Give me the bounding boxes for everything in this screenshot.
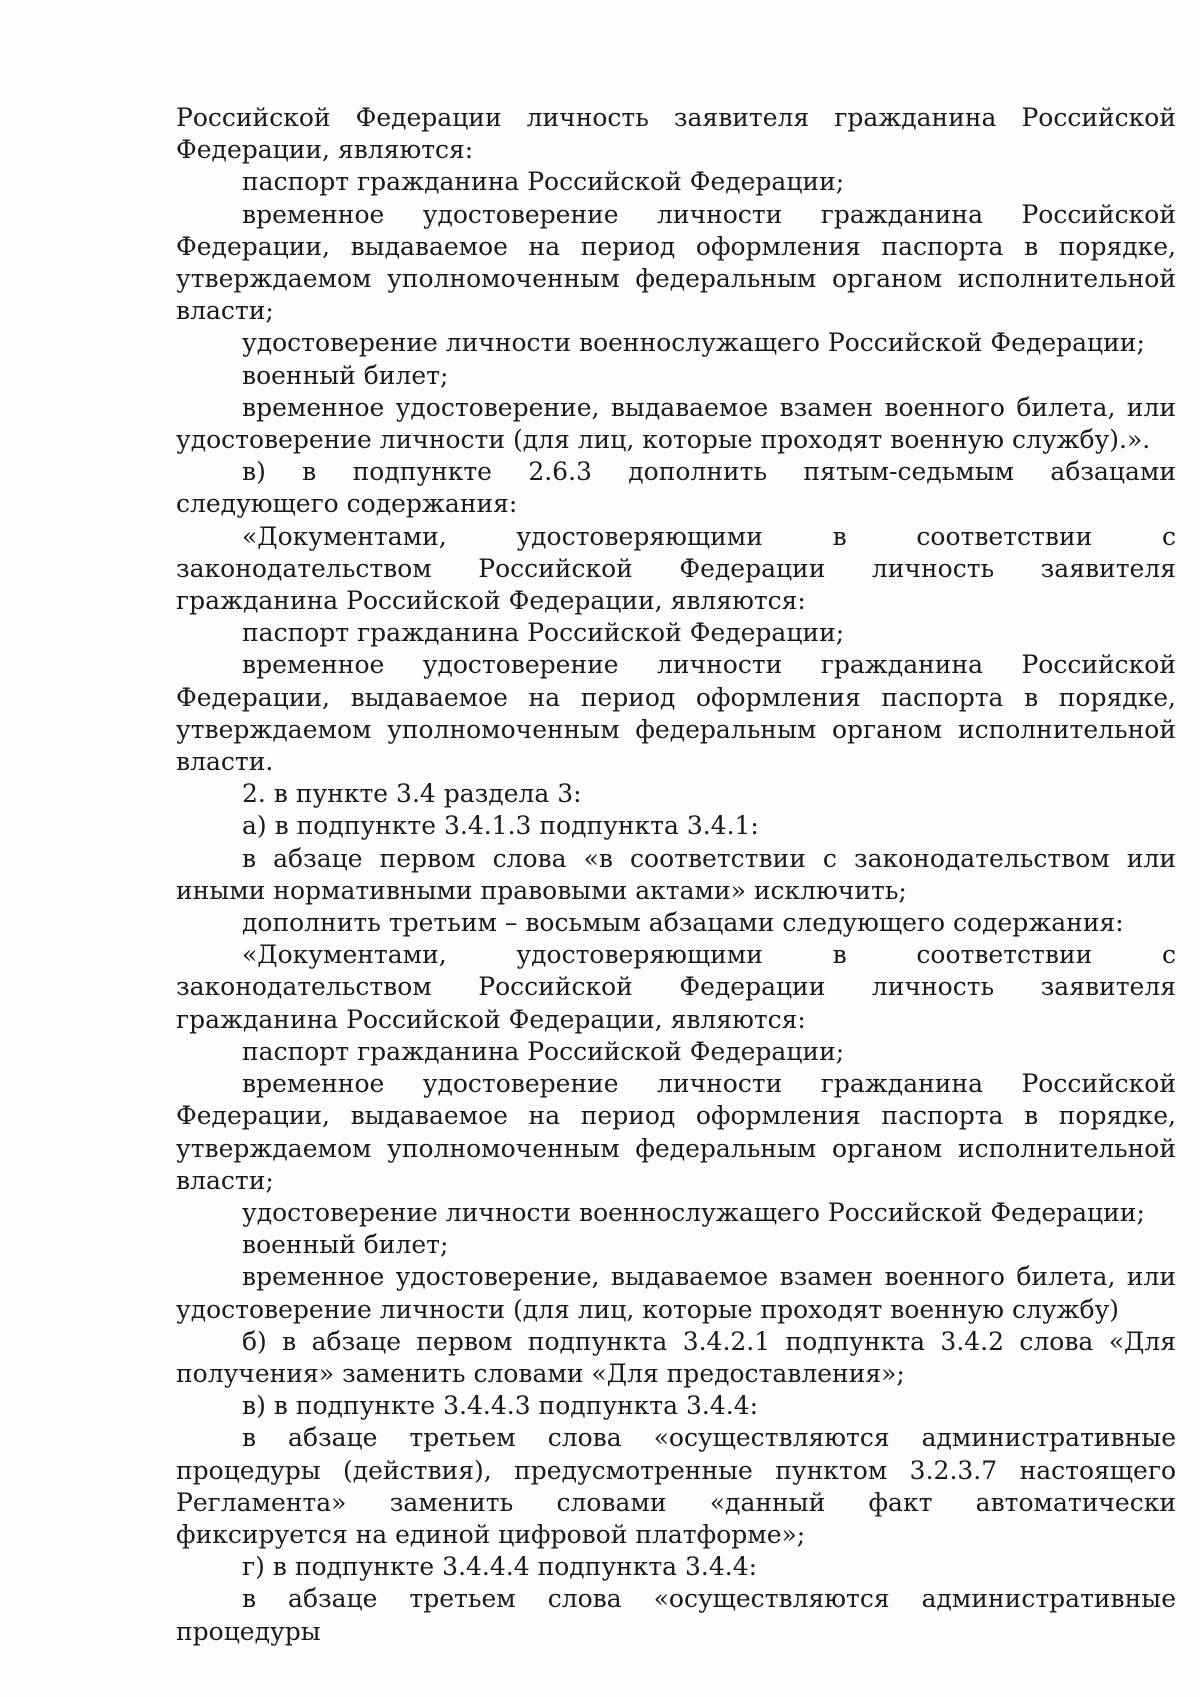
paragraph: в абзаце третьем слова «осуществляются административные процедуры <box>176 1584 1176 1646</box>
paragraph: удостоверение личности военнослужащего Российской Федерации; <box>242 1197 1145 1227</box>
paragraph: Российской Федерации личность заявителя гражданина Российской Федерации, являются: <box>176 103 1176 165</box>
document-body <box>176 102 1176 1648</box>
paragraph: 2. в пункте 3.4 раздела 3: <box>242 779 582 809</box>
paragraph: временное удостоверение, выдаваемое взамен военного билета, или удостоверение личности (для лиц, которые проходят военную службу).». <box>176 392 1176 455</box>
paragraph: паспорт гражданина Российской Федерации; <box>242 1036 845 1066</box>
paragraph: удостоверение личности военнослужащего Российской Федерации; <box>242 328 1145 358</box>
paragraph: временное удостоверение личности гражданина Российской Федерации, выдаваемое на период оформления паспорта в порядке, утверждаемом уполномоченным федеральным органом исполнительной власти; <box>176 199 1176 326</box>
paragraph: военный билет; <box>242 360 449 390</box>
paragraph: временное удостоверение, выдаваемое взамен военного билета, или удостоверение личности (для лиц, которые проходят военную службу) <box>176 1262 1176 1324</box>
paragraph: в) в подпункте 3.4.4.3 подпункта 3.4.4: <box>242 1391 759 1421</box>
paragraph: б) в абзаце первом подпункта 3.4.2.1 подпункта 3.4.2 слова «Для получения» заменить словами «Для предоставления»; <box>176 1326 1176 1388</box>
paragraph: паспорт гражданина Российской Федерации; <box>242 167 845 197</box>
paragraph: «Документами, удостоверяющими в соответствии с законодательством Российской Федерации личность заявителя гражданина Российской Федерации, являются: <box>176 521 1176 616</box>
paragraph: в) в подпункте 2.6.3 дополнить пятым-седьмым абзацами следующего содержания: <box>176 457 1176 519</box>
paragraph: в абзаце первом слова «в соответствии с законодательством или иными нормативными правовыми актами» исключить; <box>176 843 1176 905</box>
paragraph: временное удостоверение личности гражданина Российской Федерации, выдаваемое на период оформления паспорта в порядке, утверждаемом уполномоченным федеральным органом исполнительной власти. <box>176 650 1176 777</box>
paragraph: военный билет; <box>242 1230 449 1260</box>
paragraph: а) в подпункте 3.4.1.3 подпункта 3.4.1: <box>242 811 759 841</box>
paragraph: дополнить третьим – восьмым абзацами следующего содержания: <box>242 908 1124 938</box>
paragraph: временное удостоверение личности гражданина Российской Федерации, выдаваемое на период оформления паспорта в порядке, утверждаемом уполномоченным федеральным органом исполнительной власти; <box>176 1069 1176 1195</box>
paragraph: паспорт гражданина Российской Федерации; <box>242 618 845 648</box>
paragraph: в абзаце третьем слова «осуществляются административные процедуры (действия), предусмотренные пунктом 3.2.3.7 настоящего Регламента» заменить словами «данный факт автоматически фиксируется на единой цифровой платформе»; <box>176 1423 1176 1549</box>
paragraph: «Документами, удостоверяющими в соответствии с законодательством Российской Федерации личность заявителя гражданина Российской Федерации, являются: <box>176 940 1176 1034</box>
paragraph: г) в подпункте 3.4.4.4 подпункта 3.4.4: <box>242 1552 758 1582</box>
